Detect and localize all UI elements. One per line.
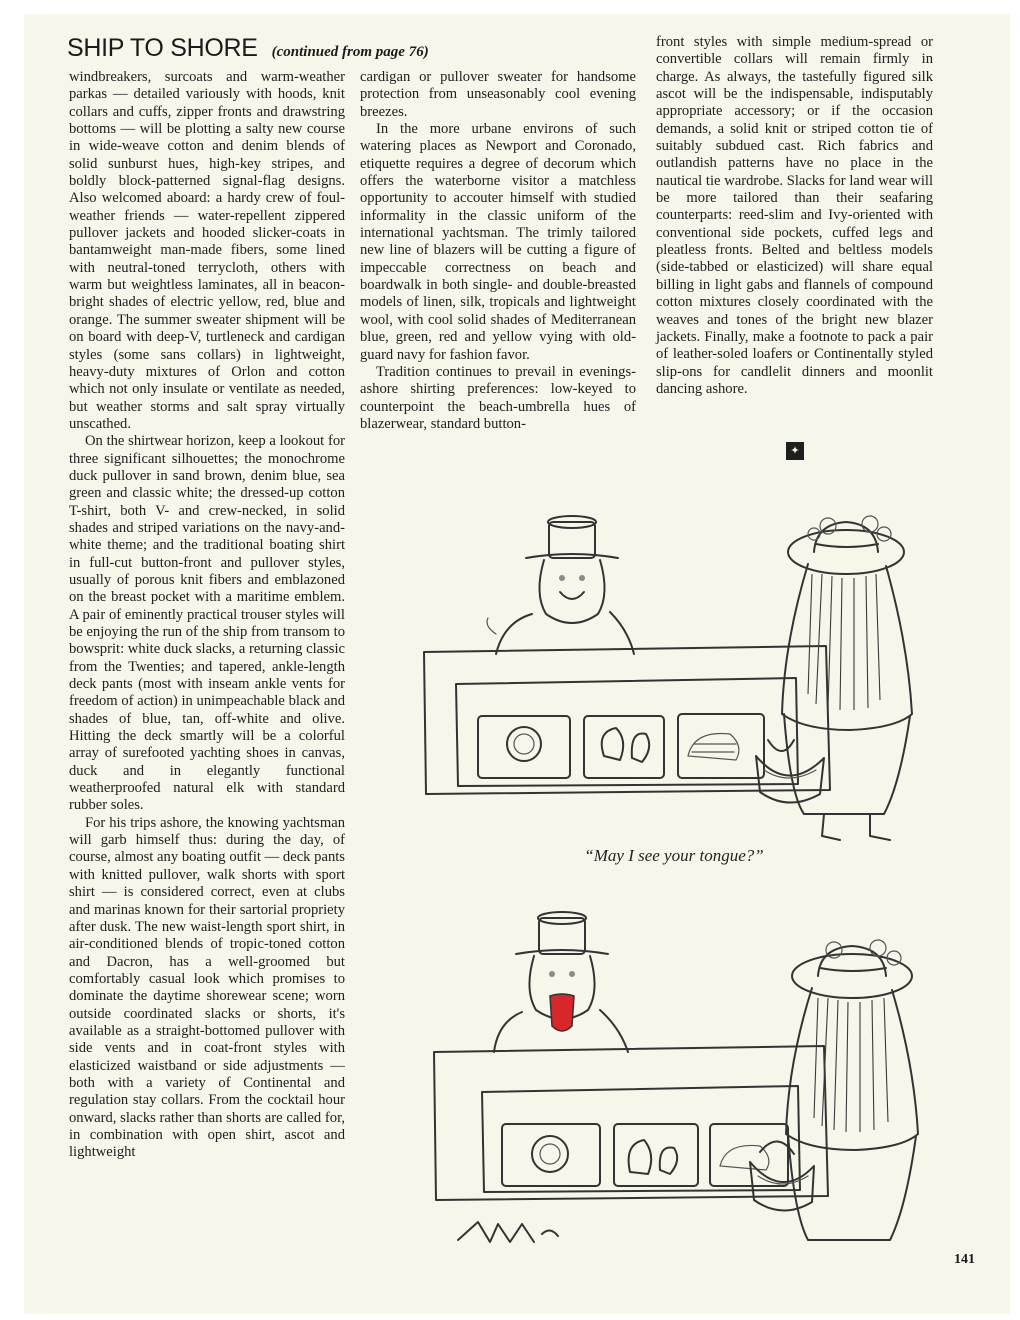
paragraph: On the shirtwear horizon, keep a lookout for three significant silhouettes; the monochrome duck pullover in sand brown, denim blue, sea green and classic white; the dressed-up cotton T-shirt, both V- and crew-necked, in solid shades and striped variations on the navy-and-white theme; and the traditional boating shirt in full-cut button-front and pullover styles, usually of porous knit fibers and emblazoned on the breast pocket with a maritime emblem. A pair of eminently practical trouser styles will be enjoying the run of the ship from transom to bowsprit: white duck slacks, a returning classic from the Twenties; and tapered, ankle-length deck pants (most with inseam ankle vents for freedom of action) in unimpeachable black and shades of blue, tan, off-white and olive. Hitting the deck smartly will be a colorful array of surefooted yachting shoes in canvas, duck and in elegantly functional weatherproofed natural elk with standard rubber soles. — [69, 433, 346, 814]
rabbit-head-logo-icon: ✦ — [786, 442, 804, 460]
paragraph: Tradition continues to prevail in evenings-ashore shirting preferences: low-keyed to counterpoint the beach-umbrella hues of blazerwear, standard button- — [360, 363, 636, 432]
article-heading — [67, 34, 429, 63]
display-counter — [424, 646, 830, 794]
paragraph: windbreakers, surcoats and warm-weather parkas — detailed variously with hoods, knit collars and cuffs, zipper fronts and drawstring bottoms — will be plotting a salty new course in wide-weave cotton and denim blends of solid sunburst hues, high-key stripes, and boldly block-patterned signal-flag designs. Also welcomed aboard: a hardy crew of foul-weather friends — water-repellent zippered pullover jackets and hooded slicker-coats in bantamweight man-made fibers, some lined with neutral-toned terrycloth, others with warm but weightless laminates, all in beacon-bright shades of electric yellow, red, blue and orange. The summer sweater shipment will be on board with deep-V, turtleneck and cardigan styles (some sans collars) in lightweight, heavy-duty mixtures of Orlon and cotton which not only insulate or ventilate as needed, but weather storms and salt spray virtually unscathed. — [69, 69, 345, 432]
shopkeeper-tongue — [550, 994, 574, 1031]
text-column-1 — [69, 69, 345, 1162]
cartoon-caption: “May I see your tongue?” — [584, 846, 764, 865]
article-title: SHIP TO SHORE — [67, 34, 258, 62]
paragraph: cardigan or pullover sweater for handsome protection from unseasonably cool evening breezes. — [360, 69, 636, 120]
continued-note: (continued from page 76) — [271, 44, 429, 60]
paragraph: In the more urbane environs of such watering places as Newport and Coronado, etiquette requires a degree of decorum which offers the waterborne visitor a matchless opportunity to accouter himself with studied informality in the classic uniform of the international yachtsman. The trimly tailored new line of blazers will be cutting a figure of impeccable correctness on beach and boardwalk in both single- and double-breasted models of linen, silk, tropicals and lightweight wool, with cool solid shades of Mediterranean blue, green, red and yellow vying with old-guard navy for fashion favor. — [360, 121, 636, 363]
magazine-page — [24, 14, 1010, 1314]
page-number: 141 — [954, 1252, 975, 1267]
paragraph: front styles with simple medium-spread or convertible collars will remain firmly in charge. As always, the tastefully figured silk ascot will be the indispensable, indisputably appropriate accessory; or if the occasion demands, a solid knit or striped cotton tie of suitably subdued cast. Rich fabrics and outlandish patterns have no place in the nautical tie wardrobe. Slacks for land wear will be more tailored than their seafaring counterparts: reed-slim and Ivy-oriented with conventional side pockets, cuffed legs and pleatless fronts. Belted and beltless models (side-tabbed or elasticized) will share equal billing in light gabs and flannels of compound cotton mixtures closely coordinated with the weaves and tones of the bright new blazer jackets. Finally, make a footnote to pack a pair of leather-soled loafers or Continentally styled slip-ons for candlelit dinners and moonlit dancing ashore. — [656, 34, 933, 397]
paragraph: For his trips ashore, the knowing yachtsman will garb himself thus: during the day, of course, almost any boating outfit — deck pants with knitted pullover, walk shorts with sport shirt — is considered correct, even at clubs and marinas known for their sartorial propriety after dusk. The new waist-length sport shirt, in air-conditioned blends of tropic-toned cotton and Dacron, has a well-groomed but comfortably casual look which promises to dominate the daytime shorewear scene; worn outside coordinated slacks or shorts, it's available as a straight-bottomed pullover with side vents and in coat-front styles with elasticized waistband or side adjustments — both with a variety of Continental and regulation stay collars. From the cocktail hour onward, slacks rather than shorts are called for, in combination with open shirt, ascot and lightweight — [69, 814, 345, 1161]
text-column-3 — [656, 34, 933, 398]
artist-signature — [458, 1222, 558, 1242]
text-column-2 — [360, 69, 636, 433]
customer-woman-figure — [750, 940, 918, 1240]
cartoon-panel-2 — [394, 904, 954, 1264]
shopkeeper-figure — [487, 516, 634, 654]
shopkeeper-figure — [494, 912, 628, 1052]
cartoon-panel-1 — [384, 494, 944, 854]
